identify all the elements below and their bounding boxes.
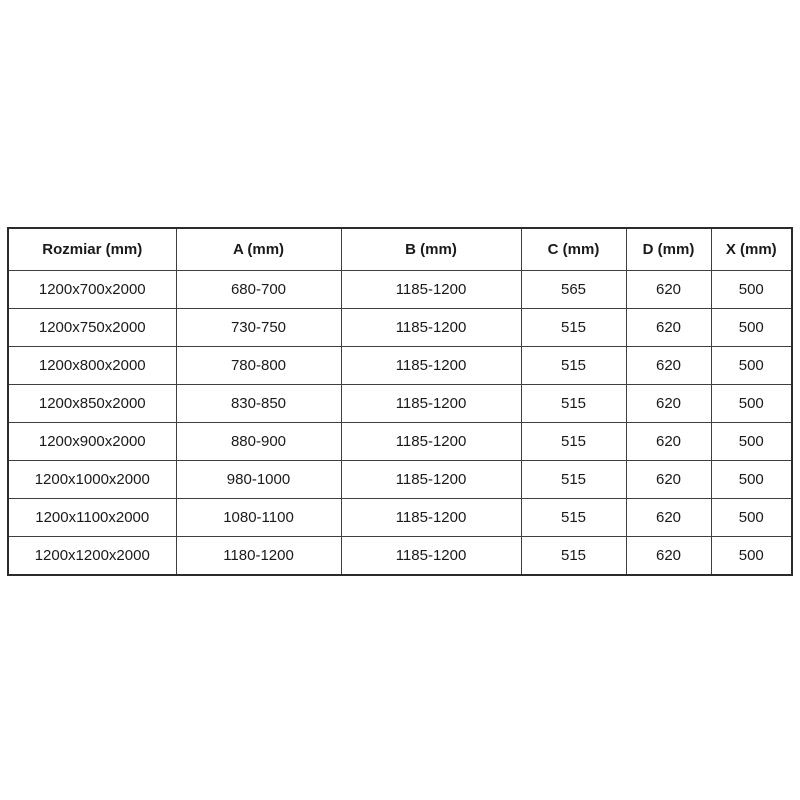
header-cell-c: C (mm)	[521, 228, 626, 271]
table-row	[8, 347, 792, 385]
table-cell: 500	[711, 347, 792, 385]
table-row	[8, 271, 792, 309]
table-cell: 1185-1200	[341, 309, 521, 347]
table-cell: 880-900	[176, 423, 341, 461]
table-cell: 515	[521, 537, 626, 576]
table-cell: 780-800	[176, 347, 341, 385]
table-row	[8, 309, 792, 347]
table-cell: 620	[626, 423, 711, 461]
table-cell: 1185-1200	[341, 461, 521, 499]
table-cell: 1200x1100x2000	[8, 499, 176, 537]
table-row	[8, 499, 792, 537]
table-cell: 1200x850x2000	[8, 385, 176, 423]
dimensions-spec-table	[7, 227, 793, 576]
table-cell: 500	[711, 461, 792, 499]
table-cell: 1185-1200	[341, 347, 521, 385]
table-cell: 620	[626, 537, 711, 576]
table-cell: 620	[626, 461, 711, 499]
table-cell: 1200x900x2000	[8, 423, 176, 461]
table-cell: 730-750	[176, 309, 341, 347]
table-cell: 500	[711, 423, 792, 461]
table-cell: 1200x1000x2000	[8, 461, 176, 499]
table-cell: 620	[626, 309, 711, 347]
table-row	[8, 537, 792, 576]
table-row	[8, 423, 792, 461]
header-cell-a: A (mm)	[176, 228, 341, 271]
table-header-row	[8, 228, 792, 271]
header-cell-rozmiar: Rozmiar (mm)	[8, 228, 176, 271]
table-cell: 515	[521, 385, 626, 423]
table-cell: 1080-1100	[176, 499, 341, 537]
table-cell: 500	[711, 385, 792, 423]
table-row	[8, 461, 792, 499]
table-cell: 620	[626, 385, 711, 423]
table-cell: 1200x800x2000	[8, 347, 176, 385]
table-cell: 515	[521, 423, 626, 461]
table-cell: 1185-1200	[341, 537, 521, 576]
header-cell-d: D (mm)	[626, 228, 711, 271]
table-cell: 1200x1200x2000	[8, 537, 176, 576]
table-cell: 500	[711, 499, 792, 537]
table-cell: 565	[521, 271, 626, 309]
table-cell: 980-1000	[176, 461, 341, 499]
table-cell: 1180-1200	[176, 537, 341, 576]
table-cell: 620	[626, 271, 711, 309]
table-cell: 1185-1200	[341, 423, 521, 461]
table-cell: 515	[521, 461, 626, 499]
table-cell: 830-850	[176, 385, 341, 423]
table-cell: 500	[711, 537, 792, 576]
header-cell-x: X (mm)	[711, 228, 792, 271]
table-cell: 500	[711, 309, 792, 347]
table-cell: 515	[521, 309, 626, 347]
table-cell: 1185-1200	[341, 385, 521, 423]
table-cell: 1200x700x2000	[8, 271, 176, 309]
table-row	[8, 385, 792, 423]
header-cell-b: B (mm)	[341, 228, 521, 271]
table-cell: 680-700	[176, 271, 341, 309]
table-cell: 515	[521, 347, 626, 385]
table-cell: 1185-1200	[341, 499, 521, 537]
table-cell: 500	[711, 271, 792, 309]
table-cell: 620	[626, 499, 711, 537]
table-cell: 620	[626, 347, 711, 385]
table-cell: 515	[521, 499, 626, 537]
table-cell: 1185-1200	[341, 271, 521, 309]
table-cell: 1200x750x2000	[8, 309, 176, 347]
